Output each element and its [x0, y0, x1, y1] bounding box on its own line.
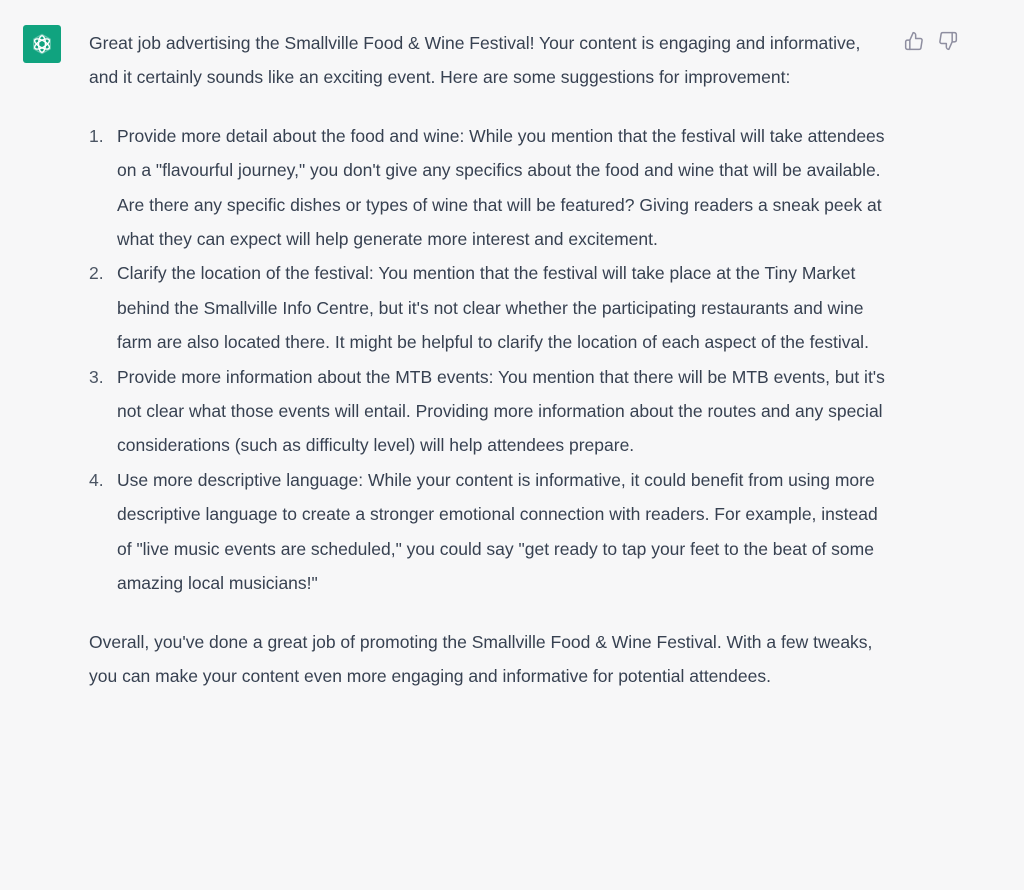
thumbs-down-button[interactable]	[937, 30, 959, 52]
list-item-number: 4.	[89, 469, 104, 490]
list-item	[89, 463, 889, 601]
openai-logo-icon	[29, 31, 55, 57]
list-item-text: Provide more detail about the food and wine: While you mention that the festival will take attendees on a "flavourful journey," you don't give any specifics about the food and wine that will be available. Are there any specific dishes or types of wine that will be featured? Giving readers a sneak peek at what they can expect will help generate more interest and excitement.	[117, 125, 885, 250]
list-item-number: 3.	[89, 366, 104, 387]
suggestions-list	[89, 119, 889, 601]
list-item-text: Use more descriptive language: While your content is informative, it could benefit from using more descriptive language to create a stronger emotional connection with readers. For example, instead of "live music events are scheduled," you could say "get ready to tap your feet to the beat of some amazing local musicians!"	[117, 469, 878, 594]
outro-paragraph: Overall, you've done a great job of promoting the Smallville Food & Wine Festival. With a few tweaks, you can make your content even more engaging and informative for potential attendees.	[89, 631, 873, 686]
list-item	[89, 119, 889, 257]
thumbs-up-button[interactable]	[903, 30, 925, 52]
list-item-number: 1.	[89, 125, 104, 146]
assistant-avatar	[23, 25, 61, 63]
feedback-buttons	[903, 30, 959, 52]
list-item-number: 2.	[89, 263, 104, 284]
intro-paragraph: Great job advertising the Smallville Food & Wine Festival! Your content is engaging and informative, and it certainly sounds like an exciting event. Here are some suggestions for improvement:	[89, 33, 861, 88]
thumbs-up-icon	[904, 31, 924, 51]
thumbs-down-icon	[938, 31, 958, 51]
list-item	[89, 360, 889, 463]
list-item-text: Provide more information about the MTB events: You mention that there will be MTB events, but it's not clear what those events will entail. Providing more information about the routes and any special considerations (such as difficulty level) will help attendees prepare.	[117, 366, 885, 456]
list-item-text: Clarify the location of the festival: You mention that the festival will take place at the Tiny Market behind the Smallville Info Centre, but it's not clear whether the participating restaurants and wine farm are also located there. It might be helpful to clarify the location of each aspect of the festival.	[117, 263, 869, 353]
list-item	[89, 256, 889, 359]
message-content	[89, 26, 889, 693]
